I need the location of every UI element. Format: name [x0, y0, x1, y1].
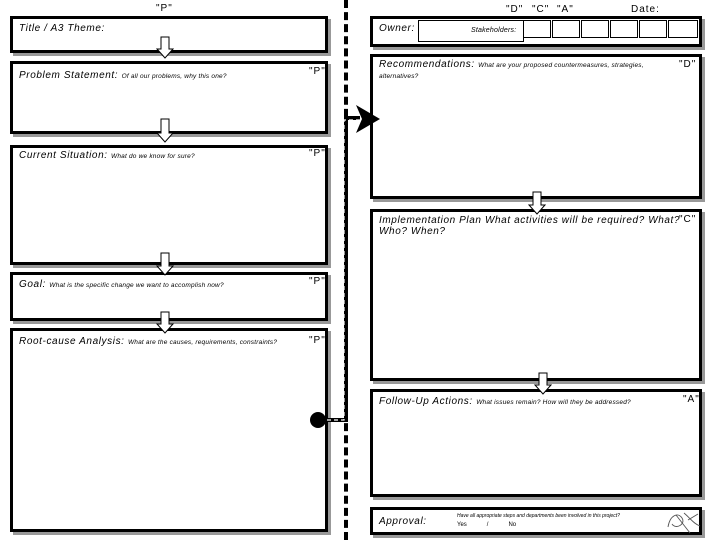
implementation-plan-mark: "C": [679, 214, 697, 225]
follow-up-prompt: What issues remain? How will they be addressed?: [476, 399, 631, 406]
date-label: Date:: [631, 4, 660, 15]
header-mark-c: "C": [532, 4, 550, 15]
follow-up-mark: "A": [683, 394, 700, 405]
down-arrow-icon: [529, 192, 545, 214]
signature-stamp: [668, 513, 700, 533]
down-arrow-icon: [157, 119, 173, 142]
current-situation-prompt: What do we know for sure?: [111, 153, 195, 160]
follow-up-label: Follow-Up Actions: What issues remain? How will they be addressed?: [379, 396, 631, 407]
approval-no[interactable]: No: [508, 522, 517, 528]
header-mark-a: "A": [557, 4, 574, 15]
root-cause-label: Root-cause Analysis: What are the causes, requirements, constraints?: [19, 336, 278, 347]
current-situation-label: Current Situation: What do we know for sure?: [19, 150, 195, 161]
problem-statement-label: Problem Statement: Of all our problems, why this one?: [19, 70, 227, 81]
owner-label: Owner:: [379, 23, 415, 34]
down-arrow-icon: [157, 253, 173, 275]
root-cause-prompt: What are the causes, requirements, constraints?: [127, 339, 278, 346]
flow-connector: [318, 118, 360, 420]
title-label: Title / A3 Theme:: [19, 23, 105, 34]
approval-slash: /: [486, 522, 489, 528]
problem-statement-mark: "P": [309, 66, 326, 77]
recommendations-label: Recommendations: What are your proposed countermeasures, strategies, alternatives?: [379, 59, 644, 80]
header-mark-p: "P": [156, 3, 173, 14]
recommendations-mark: "D": [679, 59, 697, 70]
approval-question: Have all appropriate steps and departments been involved in this project?: [457, 513, 620, 519]
root-cause-mark: "P": [309, 335, 326, 346]
problem-statement-prompt: Of all our problems, why this one?: [121, 73, 227, 80]
approval-label: Approval:: [379, 516, 427, 527]
current-situation-mark: "P": [309, 148, 326, 159]
stakeholders-label: Stakeholders:: [471, 27, 517, 34]
approval-yes[interactable]: Yes: [457, 522, 467, 528]
down-arrow-icon: [157, 37, 173, 58]
implementation-plan-label: Implementation Plan What activities will be required? What? Who? When?: [379, 215, 681, 237]
down-arrow-icon: [157, 312, 173, 333]
connector-dot: [310, 412, 326, 428]
goal-mark: "P": [309, 276, 326, 287]
recommendations-prompt: What are your proposed countermeasures, strategies, alternatives?: [379, 62, 644, 80]
header-mark-d: "D": [506, 4, 524, 15]
goal-prompt: What is the specific change we want to accomplish now?: [49, 282, 224, 289]
implementation-plan-prompt: What activities will be required? What? Who? When?: [379, 215, 681, 237]
goal-label: Goal: What is the specific change we want to accomplish now?: [19, 279, 224, 290]
down-arrow-icon: [535, 373, 551, 394]
